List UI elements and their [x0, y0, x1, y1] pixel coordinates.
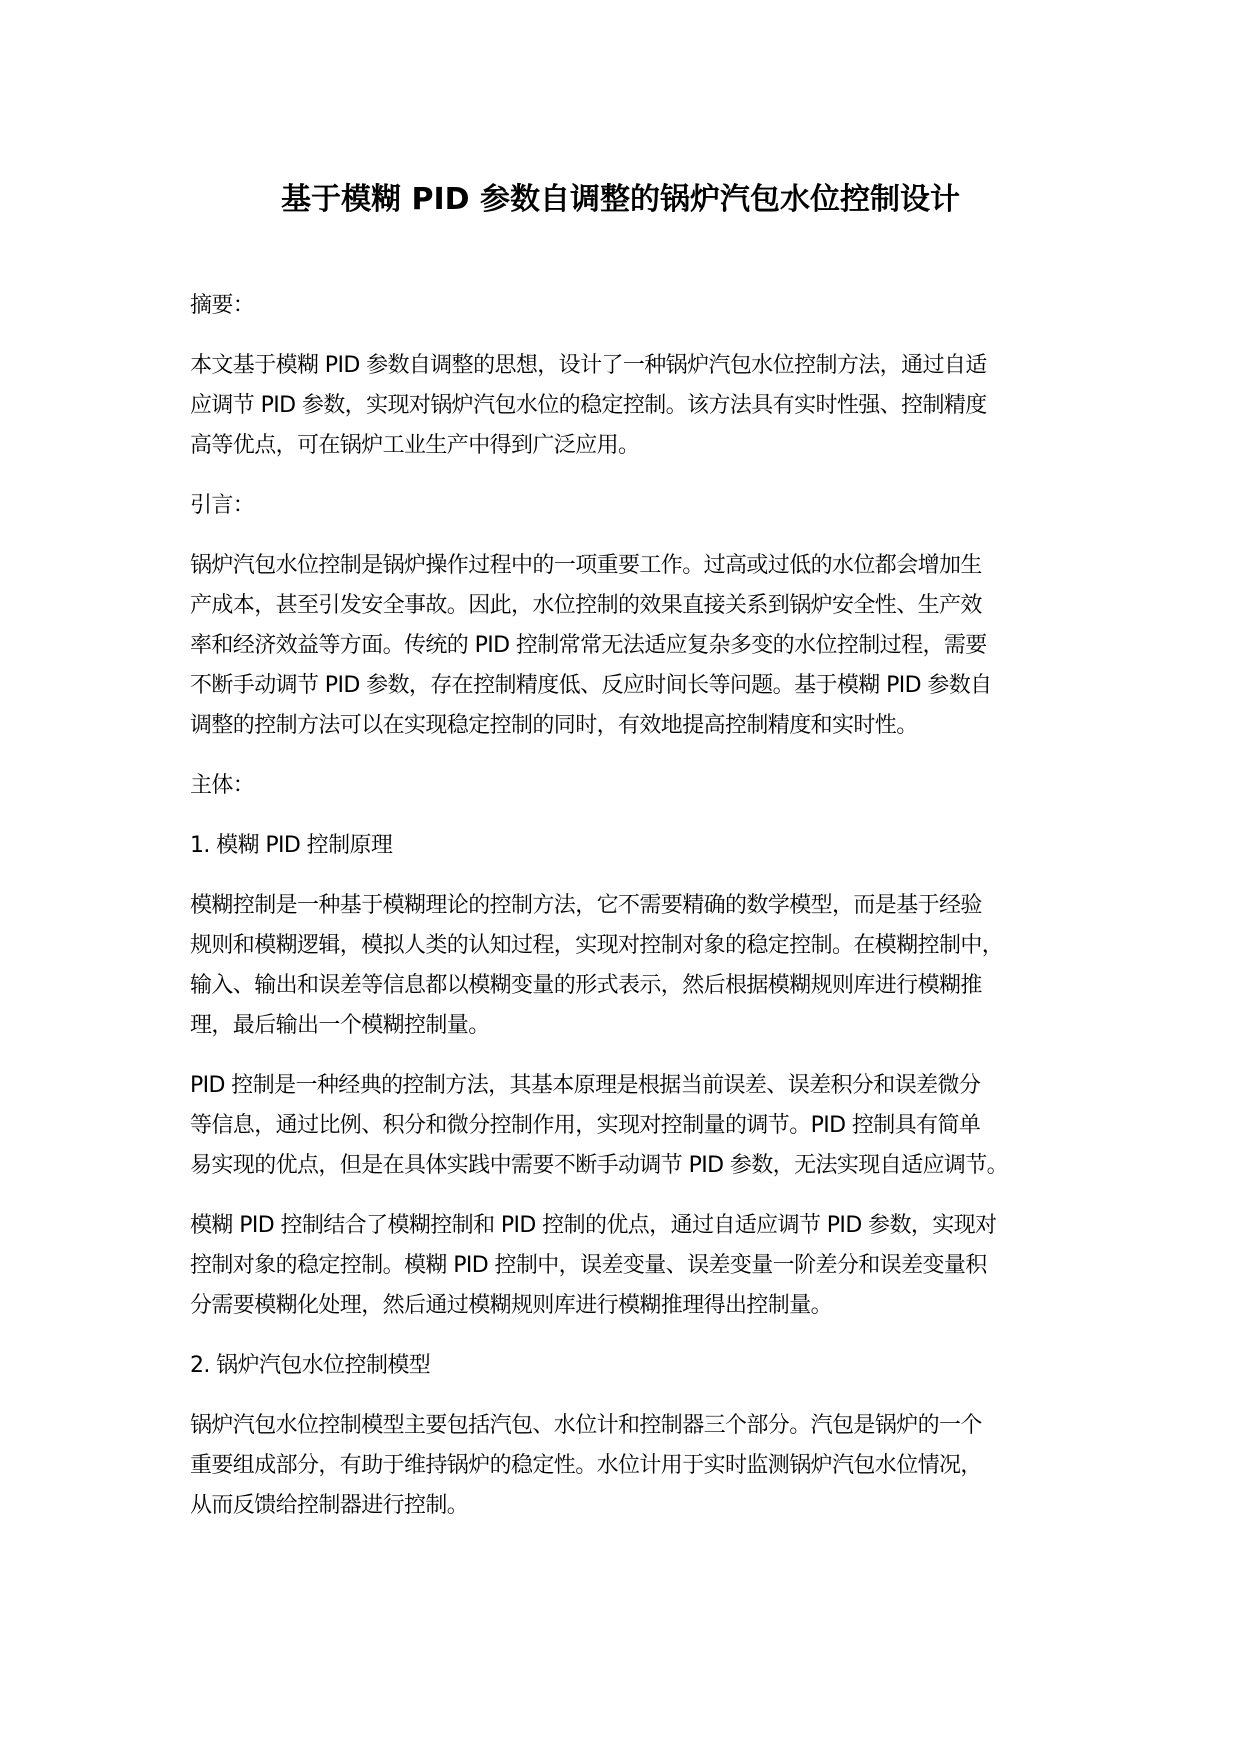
- text-line: 易实现的优点，但是在具体实践中需要不断手动调节 PID 参数，无法实现自适应调节。: [190, 1153, 1009, 1178]
- text-line: 分需要模糊化处理，然后通过模糊规则库进行模糊推理得出控制量。: [190, 1293, 833, 1318]
- text-line: 从而反馈给控制器进行控制。: [190, 1493, 469, 1518]
- text-line: 调整的控制方法可以在实现稳定控制的同时，有效地提高控制精度和实时性。: [190, 713, 918, 738]
- text-line: 不断手动调节 PID 参数，存在控制精度低、反应时间长等问题。基于模糊 PID 参数自: [190, 673, 992, 698]
- text-line: 模糊 PID 控制结合了模糊控制和 PID 控制的优点，通过自适应调节 PID 参数，实现对: [190, 1213, 997, 1238]
- fuzzy-control-paragraph: [190, 886, 1090, 1046]
- text-line: 控制对象的稳定控制。模糊 PID 控制中，误差变量、误差变量一阶差分和误差变量积: [190, 1253, 987, 1278]
- introduction-paragraph: [190, 546, 1090, 746]
- section-1-heading: [190, 826, 1090, 866]
- text-line: 理，最后输出一个模糊控制量。: [190, 1013, 490, 1038]
- text-line: 1. 模糊 PID 控制原理: [190, 833, 393, 858]
- body-heading: [190, 766, 1090, 806]
- document-body: [190, 286, 1090, 1526]
- text-line: 引言：: [190, 493, 255, 518]
- abstract-paragraph: [190, 346, 1090, 466]
- text-line: 高等优点，可在锅炉工业生产中得到广泛应用。: [190, 433, 640, 458]
- text-line: 摘要：: [190, 293, 255, 318]
- text-line: 2. 锅炉汽包水位控制模型: [190, 1353, 431, 1378]
- text-line: PID 控制是一种经典的控制方法，其基本原理是根据当前误差、误差积分和误差微分: [190, 1073, 981, 1098]
- text-line: 率和经济效益等方面。传统的 PID 控制常常无法适应复杂多变的水位控制过程，需要: [190, 633, 987, 658]
- text-line: 锅炉汽包水位控制是锅炉操作过程中的一项重要工作。过高或过低的水位都会增加生: [190, 553, 982, 578]
- text-line: 锅炉汽包水位控制模型主要包括汽包、水位计和控制器三个部分。汽包是锅炉的一个: [190, 1413, 982, 1438]
- text-line: 规则和模糊逻辑，模拟人类的认知过程，实现对控制对象的稳定控制。在模糊控制中，: [190, 933, 1004, 958]
- text-line: 本文基于模糊 PID 参数自调整的思想，设计了一种锅炉汽包水位控制方法，通过自适: [190, 353, 987, 378]
- water-level-model-paragraph: [190, 1406, 1090, 1526]
- text-line: 应调节 PID 参数，实现对锅炉汽包水位的稳定控制。该方法具有实时性强、控制精度: [190, 393, 987, 418]
- text-line: 主体：: [190, 773, 255, 798]
- introduction-heading: [190, 486, 1090, 526]
- text-line: 模糊控制是一种基于模糊理论的控制方法，它不需要精确的数学模型，而是基于经验: [190, 893, 982, 918]
- section-2-heading: [190, 1346, 1090, 1386]
- text-line: 输入、输出和误差等信息都以模糊变量的形式表示，然后根据模糊规则库进行模糊推: [190, 973, 982, 998]
- abstract-heading: [190, 286, 1090, 326]
- text-line: 等信息，通过比例、积分和微分控制作用，实现对控制量的调节。PID 控制具有简单: [190, 1113, 981, 1138]
- pid-control-paragraph: [190, 1066, 1090, 1186]
- text-line: 产成本，甚至引发安全事故。因此，水位控制的效果直接关系到锅炉安全性、生产效: [190, 593, 982, 618]
- document-title: 基于模糊 PID 参数自调整的锅炉汽包水位控制设计: [281, 182, 960, 217]
- fuzzy-pid-paragraph: [190, 1206, 1090, 1326]
- text-line: 重要组成部分，有助于维持锅炉的稳定性。水位计用于实时监测锅炉汽包水位情况，: [190, 1453, 982, 1478]
